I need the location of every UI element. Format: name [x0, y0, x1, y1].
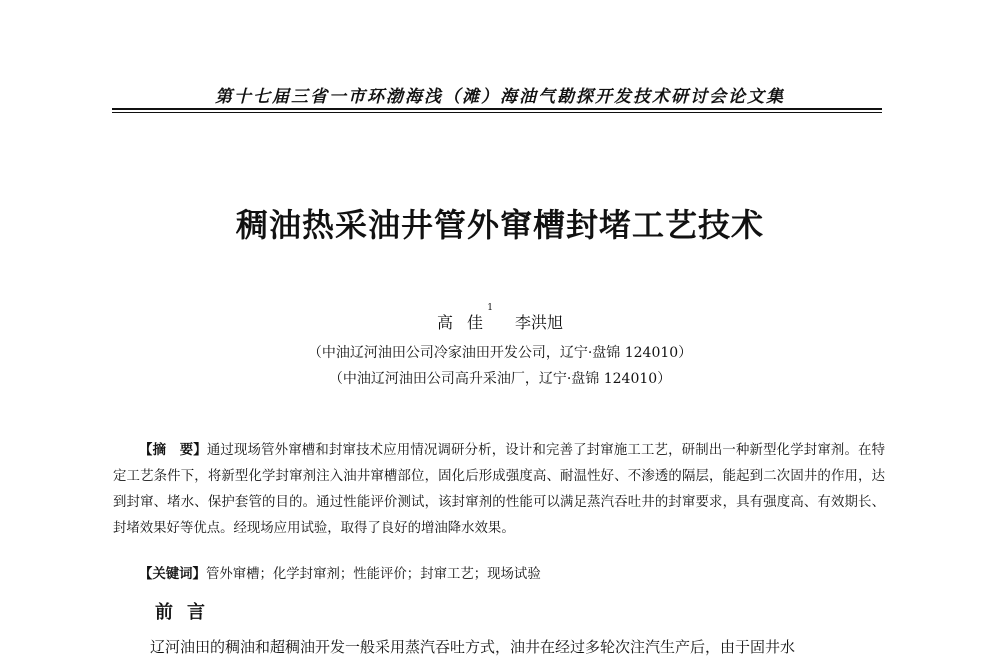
header-rule-thick — [112, 108, 882, 110]
paper-title: 稠油热采油井管外窜槽封堵工艺技术 — [235, 206, 764, 244]
affiliation-2: （中油辽河油田公司高升采油厂，辽宁·盘锦 124010） — [328, 371, 672, 387]
author-line — [0, 303, 1000, 333]
keywords-text: 管外窜槽；化学封窜剂；性能评价；封窜工艺；现场试验 — [205, 567, 541, 582]
body-paragraph: 辽河油田的稠油和超稠油开发一般采用蒸汽吞吐方式，油井在经过多轮次注汽生产后，由于固井水 — [150, 638, 796, 656]
abstract-label: 【摘 要】 — [139, 443, 207, 458]
abstract-text: 通过现场管外窜槽和封窜技术应用情况调研分析，设计和完善了封窜施工工艺，研制出一种新型化学封窜剂。在特定工艺条件下，将新型化学封窜剂注入油井窜槽部位，固化后形成强度高、耐温性好、不渗透的隔层，能起到二次固井的作用，达到封窜、堵水、保护套管的目的。通过性能评价测试，该封窜剂的性能可以满足蒸汽吞吐井的封窜要求，具有强度高、有效期长、封堵效果好等优点。经现场应用试验，取得了良好的增油降水效果。 — [113, 443, 886, 536]
keywords — [113, 563, 885, 582]
author-first-name: 高佳 — [436, 313, 497, 332]
keywords-label: 【关键词】 — [139, 567, 206, 582]
proceedings-title: 第十七届三省一市环渤海浅（滩）海油气勘探开发技术研讨会论文集 — [215, 87, 785, 107]
author-marker: 1 — [487, 303, 493, 313]
header-rule-thin — [112, 112, 882, 113]
author-second: 李洪旭 — [515, 313, 564, 332]
section-heading-intro: 前言 — [155, 602, 219, 623]
author-first — [436, 303, 497, 332]
abstract — [113, 438, 885, 542]
affiliation-1: （中油辽河油田公司冷家油田开发公司，辽宁·盘锦 124010） — [307, 345, 693, 361]
